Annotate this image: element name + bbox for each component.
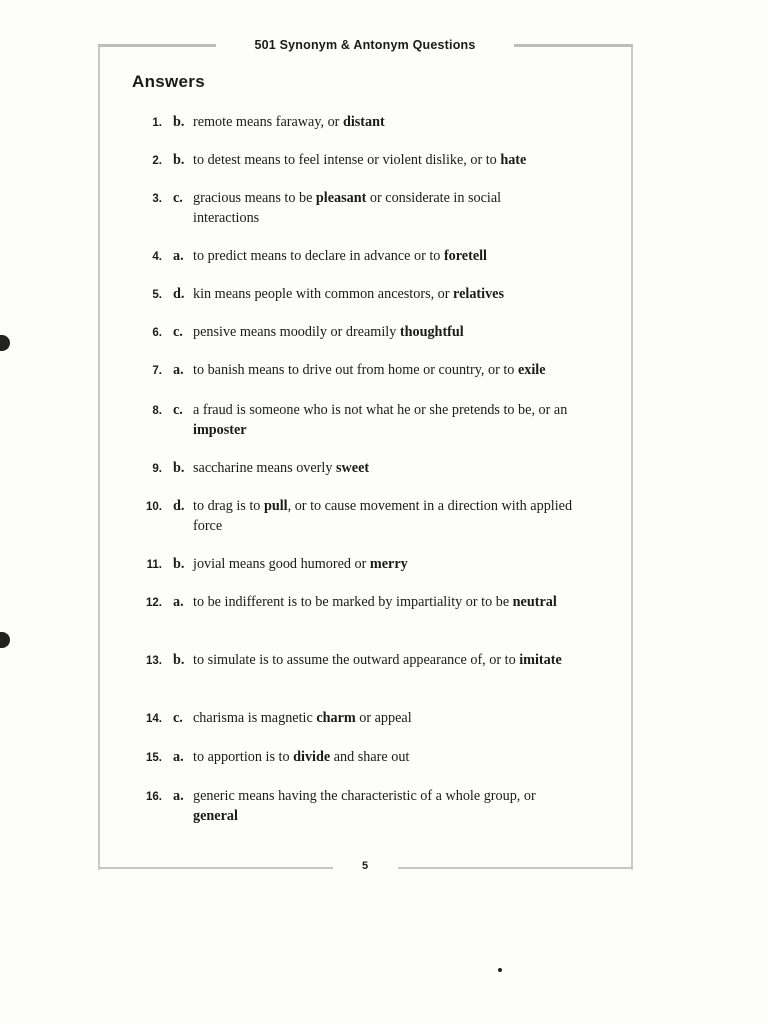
answer-letter: a. xyxy=(173,594,184,610)
answer-keyword: charm xyxy=(316,710,356,726)
answer-text: pensive means moodily or dreamily thoughtful xyxy=(193,324,464,340)
answer-text: kin means people with common ancestors, or relatives xyxy=(193,286,504,302)
answer-number: 4. xyxy=(152,251,162,263)
answer-keyword: pull xyxy=(263,498,288,514)
answer-number: 9. xyxy=(152,463,162,475)
answer-number: 11. xyxy=(146,559,162,571)
footer-rule-right xyxy=(398,867,633,869)
section-title: Answers xyxy=(132,72,205,91)
answer-letter: b. xyxy=(173,152,185,168)
answer-text: to predict means to declare in advance or to foretell xyxy=(193,248,487,264)
answer-letter: a. xyxy=(173,248,184,264)
answer-number: 6. xyxy=(152,327,162,339)
answer-keyword: imposter xyxy=(193,422,247,438)
answer-keyword: hate xyxy=(500,152,527,168)
binder-hole-mark xyxy=(0,632,10,648)
binder-hole-mark xyxy=(0,335,10,351)
answer-number: 8. xyxy=(152,405,162,417)
answer-letter: d. xyxy=(173,498,185,514)
answer-letter: c. xyxy=(173,710,183,726)
scan-speck xyxy=(498,968,502,972)
answer-keyword: neutral xyxy=(512,594,557,610)
answer-number: 15. xyxy=(146,752,162,764)
answer-number: 16. xyxy=(146,791,162,803)
answer-letter: b. xyxy=(173,556,185,572)
answer-number: 2. xyxy=(152,155,162,167)
answer-text: a fraud is someone who is not what he or she pretends to be, or an imposter xyxy=(193,402,568,438)
answer-keyword: sweet xyxy=(336,460,370,476)
answer-number: 14. xyxy=(146,713,162,725)
answer-text: to be indifferent is to be marked by impartiality or to be neutral xyxy=(193,594,557,610)
answer-letter: c. xyxy=(173,190,183,206)
answer-number: 12. xyxy=(146,597,162,609)
answer-number: 10. xyxy=(146,501,162,513)
answer-letter: d. xyxy=(173,286,185,302)
answer-text: to detest means to feel intense or violent dislike, or to hate xyxy=(193,152,527,168)
answer-text: generic means having the characteristic of a whole group, or general xyxy=(193,788,536,824)
header-rule-left xyxy=(98,44,216,47)
running-head: 501 Synonym & Antonym Questions xyxy=(254,38,476,52)
answer-text: charisma is magnetic charm or appeal xyxy=(193,710,412,726)
answer-text: to simulate is to assume the outward appearance of, or to imitate xyxy=(193,652,562,668)
page-number: 5 xyxy=(361,860,369,872)
answer-text: to apportion is to divide and share out xyxy=(193,749,410,765)
answer-keyword: foretell xyxy=(443,248,487,264)
header-rule-right xyxy=(514,44,633,47)
answer-keyword: merry xyxy=(369,556,408,572)
answer-keyword: relatives xyxy=(453,286,504,302)
answer-letter: a. xyxy=(173,788,184,804)
answer-number: 1. xyxy=(152,117,162,129)
answer-text: gracious means to be pleasant or considerate in social interactions xyxy=(193,190,502,226)
answer-keyword: divide xyxy=(293,749,331,765)
answer-text: remote means faraway, or distant xyxy=(193,114,385,130)
answer-keyword: pleasant xyxy=(315,190,367,206)
answer-text: to drag is to pull, or to cause movement in a direction with applied force xyxy=(193,498,573,534)
answer-text: saccharine means overly sweet xyxy=(193,460,370,476)
answer-keyword: imitate xyxy=(519,652,562,668)
answer-letter: b. xyxy=(173,114,185,130)
answer-keyword: thoughtful xyxy=(399,324,464,340)
answer-text: jovial means good humored or merry xyxy=(193,556,408,572)
answer-keyword: general xyxy=(193,808,238,824)
answer-letter: a. xyxy=(173,749,184,765)
answer-letter: a. xyxy=(173,362,184,378)
footer-rule-left xyxy=(98,867,333,869)
answer-letter: c. xyxy=(173,402,183,418)
answer-number: 5. xyxy=(152,289,162,301)
answer-number: 13. xyxy=(146,655,162,667)
answer-text: to banish means to drive out from home or country, or to exile xyxy=(193,362,546,378)
answer-number: 3. xyxy=(152,193,162,205)
answer-keyword: exile xyxy=(517,362,546,378)
answer-letter: b. xyxy=(173,460,185,476)
answer-keyword: distant xyxy=(342,114,385,130)
answer-letter: b. xyxy=(173,652,185,668)
answer-letter: c. xyxy=(173,324,183,340)
answer-number: 7. xyxy=(152,365,162,377)
